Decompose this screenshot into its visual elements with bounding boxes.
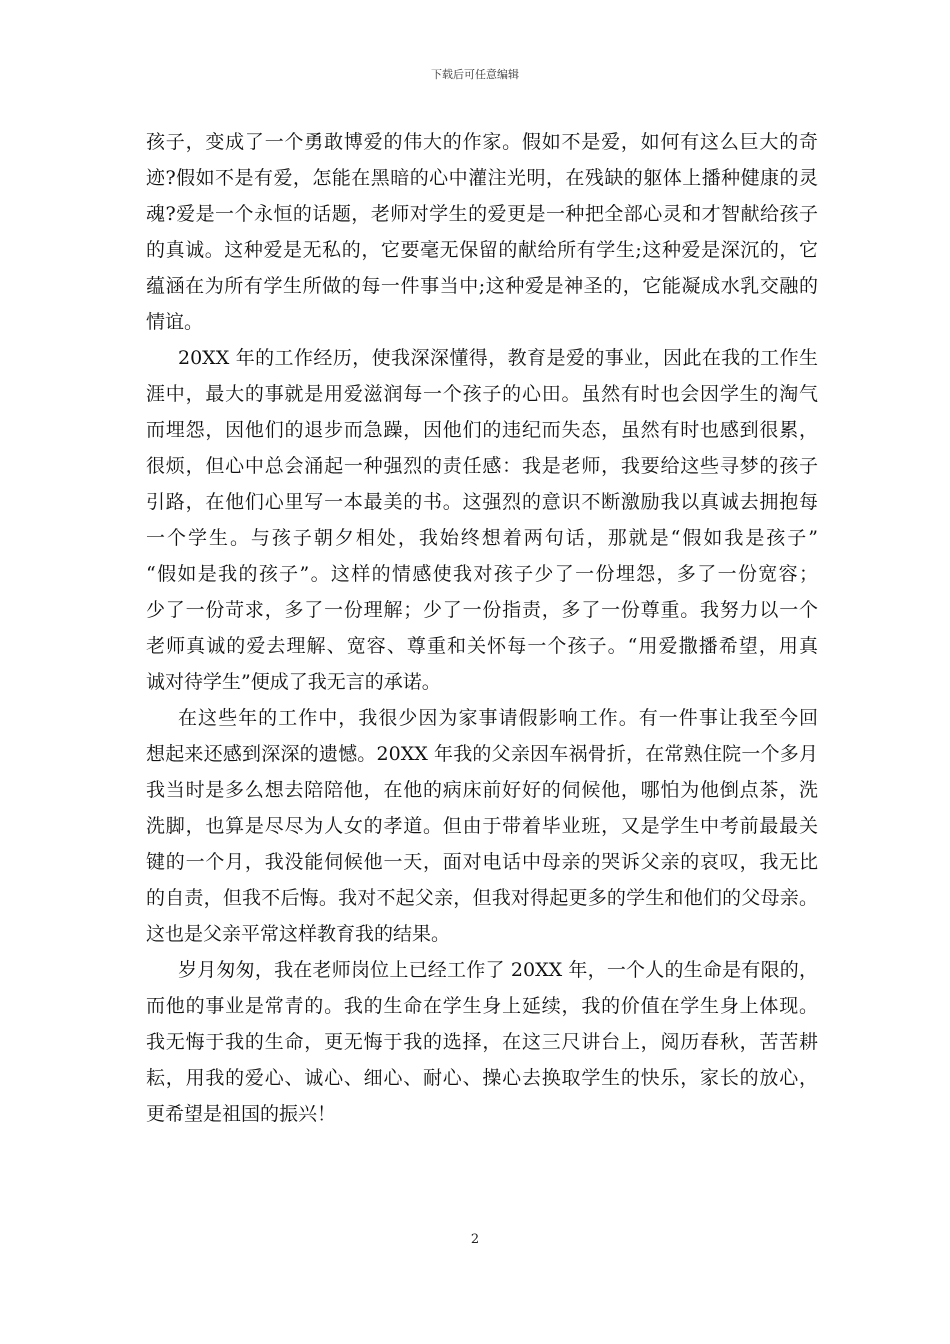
text-line: 诚对待学生”便成了我无言的承诺。 [146,671,441,693]
page-number: 2 [470,1232,480,1247]
text-line: 涯中，最大的事就是用爱滋润每一个孩子的心田。虽然有时也会因学生的淘气 [146,383,818,405]
paragraph-1 [146,124,818,340]
text-line: 20XX 年的工作经历，使我深深懂得，教育是爱的事业，因此在我的工作生 [178,347,818,369]
text-line: 很烦，但心中总会涌起一种强烈的责任感：我是老师，我要给这些寻梦的孩子 [146,455,818,477]
text-line: 更希望是祖国的振兴！ [146,1103,337,1125]
text-line: 蕴涵在为所有学生所做的每一件事当中;这种爱是神圣的，它能凝成水乳交融的 [146,275,818,297]
text-line: 我当时是多么想去陪陪他，在他的病床前好好的伺候他，哪怕为他倒点茶，洗 [146,779,818,801]
page-header: 下载后可任意编辑 [431,68,519,81]
paragraph-3 [146,700,818,952]
text-line: 而他的事业是常青的。我的生命在学生身上延续，我的价值在学生身上体现。 [146,995,818,1017]
paragraph-2 [146,340,818,700]
text-line: 这也是父亲平常这样教育我的结果。 [146,923,451,945]
body-text [146,124,818,1132]
paragraph-4 [146,952,818,1132]
text-line: 耘，用我的爱心、诚心、细心、耐心、操心去换取学生的快乐，家长的放心， [146,1067,818,1089]
text-line: 我无悔于我的生命，更无悔于我的选择，在这三尺讲台上，阅历春秋，苦苦耕 [146,1031,818,1053]
text-line: 的自责，但我不后悔。我对不起父亲，但我对得起更多的学生和他们的父母亲。 [146,887,818,909]
text-line: 迹?假如不是有爱，怎能在黑暗的心中灌注光明，在残缺的躯体上播种健康的灵 [146,167,818,189]
text-line: 情谊。 [146,311,204,333]
text-line: 魂?爱是一个永恒的话题，老师对学生的爱更是一种把全部心灵和才智献给孩子 [146,203,818,225]
text-line: 引路，在他们心里写一本最美的书。这强烈的意识不断激励我以真诚去拥抱每 [146,491,818,513]
text-line: 在这些年的工作中，我很少因为家事请假影响工作。有一件事让我至今回 [178,707,818,729]
text-line: 而埋怨，因他们的退步而急躁，因他们的违纪而失态，虽然有时也感到很累， [146,419,818,441]
text-line: 洗脚，也算是尽尽为人女的孝道。但由于带着毕业班，又是学生中考前最最关 [146,815,818,837]
text-line: “假如是我的孩子”。这样的情感使我对孩子少了一份埋怨，多了一份宽容； [146,563,818,585]
text-line: 一个学生。与孩子朝夕相处，我始终想着两句话，那就是“假如我是孩子” [146,527,818,549]
text-line: 想起来还感到深深的遗憾。20XX 年我的父亲因车祸骨折，在常熟住院一个多月 [146,743,818,765]
text-line: 孩子，变成了一个勇敢博爱的伟大的作家。假如不是爱，如何有这么巨大的奇 [146,131,818,153]
text-line: 岁月匆匆，我在老师岗位上已经工作了 20XX 年，一个人的生命是有限的， [178,959,818,981]
text-line: 键的一个月，我没能伺候他一天，面对电话中母亲的哭诉父亲的哀叹，我无比 [146,851,818,873]
text-line: 老师真诚的爱去理解、宽容、尊重和关怀每一个孩子。“用爱撒播希望，用真 [146,635,818,657]
text-line: 的真诚。这种爱是无私的，它要毫无保留的献给所有学生;这种爱是深沉的，它 [146,239,818,261]
text-line: 少了一份苛求，多了一份理解；少了一份指责，多了一份尊重。我努力以一个 [146,599,818,621]
